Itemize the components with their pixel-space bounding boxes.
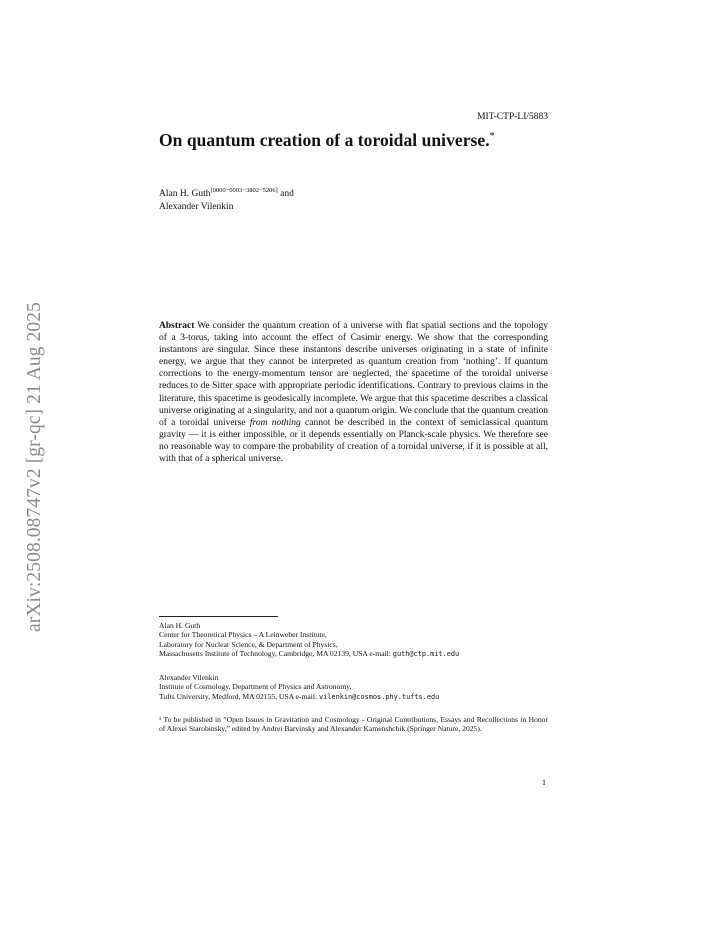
affiliation-guth — [159, 621, 548, 660]
affiliation-line: Tufts University, Medford, MA 02155, USA e-mail: — [159, 691, 319, 701]
author-block — [159, 184, 294, 214]
affiliation-name: Alexander Vilenkin — [159, 673, 219, 682]
abstract — [159, 320, 548, 465]
author-vilenkin: Alexander Vilenkin — [159, 202, 234, 213]
affiliation-line: Massachusetts Institute of Technology, Cambridge, MA 02139, USA e-mail: — [159, 649, 393, 659]
email-vilenkin: vilenkin@cosmos.phy.tufts.edu — [318, 692, 440, 701]
affiliation-line: Center for Theoretical Physics – A Leinweber Institute, — [159, 630, 327, 640]
paper-title — [159, 130, 495, 151]
abstract-text-part1: We consider the quantum creation of a universe with flat spatial sections and the topology of a 3-torus, taking into account the effect of Casimir energy. We show that the corresponding instantons are singular. Since these instantons describe universes originating in a state of infinite energy, we argue that they cannot be interpreted as quantum creation from ‘nothing’. If quantum corrections to the energy-momentum tensor are neglected, the spacetime of the toroidal universe reduces to de Sitter space with appropriate periodic identifications. Contrary to previous claims in the literature, this spacetime is geodesically incomplete. We argue that this spacetime describes a classical universe originating at a singularity, and not a quantum origin. We conclude that the quantum creation of a toroidal universe — [159, 321, 548, 428]
affiliation-line-with-email — [159, 692, 548, 702]
abstract-text-part2: cannot be described in the context of semiclassical quantum gravity — it is either impossible, or it depends essentially on Planck-scale physics. We therefore see no reasonable way to compare the probability of creation of a toroidal universe, if it is possible at all, with that of a spherical universe. — [159, 417, 548, 465]
orcid-id: [0000−0003−3802−5206] — [210, 187, 278, 194]
author-line-1 — [159, 184, 294, 201]
publication-footnote: ¹ To be published in ”Open Issues in Gravitation and Cosmology - Original Contributions, Essays and Recollections in Honor of Alexei Starobinsky,” edited by Andrei Barvinsky and Alexander Kamenshchik (Springer Nature, 2025). — [159, 715, 548, 734]
affiliation-vilenkin — [159, 673, 548, 702]
title-text: On quantum creation of a toroidal universe. — [159, 130, 490, 150]
abstract-label: Abstract — [159, 321, 195, 331]
report-number: MIT-CTP-LI/5883 — [477, 112, 548, 122]
author-guth: Alan H. Guth — [159, 189, 211, 200]
author-conjunction: and — [277, 189, 294, 200]
page-number: 1 — [542, 778, 546, 787]
affiliation-line-with-email — [159, 649, 548, 659]
email-guth: guth@ctp.mit.edu — [392, 650, 460, 659]
affiliation-line: Institute of Cosmology, Department of Physics and Astronomy, — [159, 682, 352, 692]
abstract-emphasis: from nothing — [249, 417, 301, 428]
arxiv-sidebar — [22, 262, 48, 672]
affiliation-line: Laboratory for Nuclear Science, & Department of Physics, — [159, 639, 338, 649]
footnote-divider — [159, 616, 278, 617]
affiliation-name: Alan H. Guth — [159, 621, 201, 630]
title-footnote-marker: * — [489, 131, 495, 143]
arxiv-identifier-stamp: arXiv:2508.08747v2 [gr-qc] 21 Aug 2025 — [24, 302, 45, 632]
